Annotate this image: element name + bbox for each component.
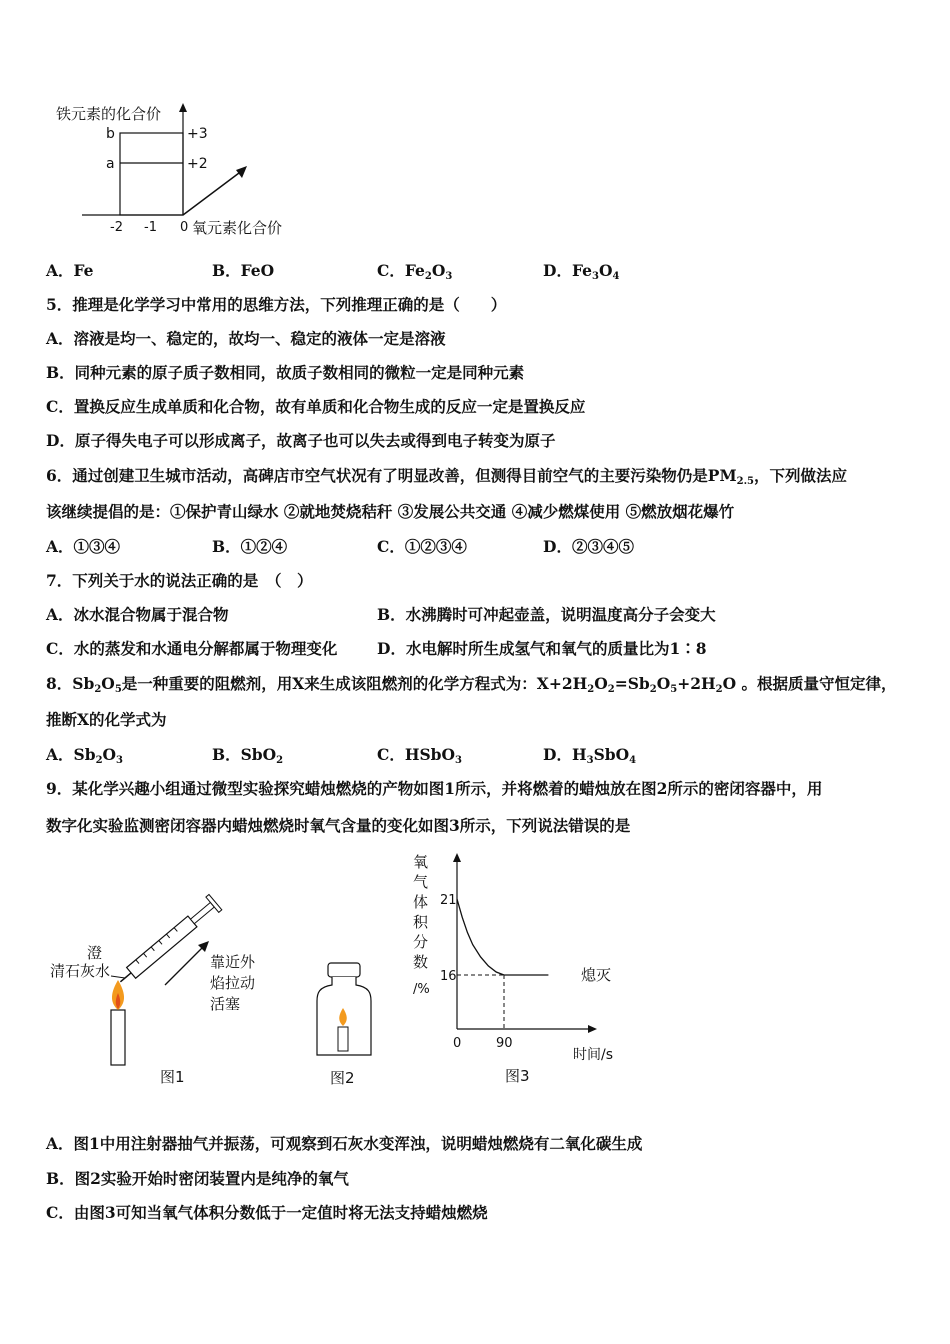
- q9-option-c: C．由图3可知当氧气体积分数低于一定值时将无法支持蜡烛燃烧: [46, 1203, 488, 1222]
- fig3-ylabel-char: 氧: [413, 853, 429, 871]
- figure-3-chart: [405, 845, 645, 1085]
- fig3-ylabel-char: 气: [413, 873, 429, 891]
- fig3-y-arrowhead: [453, 853, 461, 862]
- q8-stem-line2: 推断X的化学式为: [46, 710, 167, 729]
- q6-option-a: A．①③④: [46, 537, 121, 556]
- q8-option-d: D．$H_3SbO_4$: [543, 745, 637, 766]
- q7-option-d: D．水电解时所生成氢气和氧气的质量比为1∶8: [377, 639, 707, 658]
- fig1-caption: 图1: [160, 1068, 185, 1086]
- fig3-x-arrowhead: [588, 1025, 597, 1033]
- q9-option-b: B．图2实验开始时密闭装置内是纯净的氧气: [46, 1169, 349, 1188]
- q5-option-b: B．同种元素的原子质子数相同，故质子数相同的微粒一定是同种元素: [46, 363, 525, 382]
- fig3-x-tick-90: 90: [496, 1036, 513, 1051]
- fig3-ylabel: [413, 853, 429, 971]
- fig3-ylabel-char: 分: [413, 933, 429, 951]
- fig3-note-extinguish: 熄灭: [581, 966, 612, 984]
- q7-option-c: C．水的蒸发和水通电分解都属于物理变化: [46, 639, 338, 658]
- q4-option-c: C．$Fe_2O_3$: [377, 261, 453, 282]
- fig3-y-unit: /%: [413, 982, 430, 997]
- q8-stem-line1: 8．$Sb_2O_5$是一种重要的阻燃剂，用X来生成该阻燃剂的化学方程式为：$X+2H_2O_2=Sb_2O_5+2H_2O$ 。根据质量守恒定律，: [46, 674, 897, 695]
- valence-plus3-label: +3: [187, 126, 208, 142]
- q4-option-b: B．FeO: [212, 261, 275, 280]
- q5-stem: 5．推理是化学学习中常用的思维方法，下列推理正确的是（ ）: [46, 295, 507, 314]
- valence-diagonal-arrow: [183, 170, 243, 215]
- q6-option-d: D．②③④⑤: [543, 537, 634, 556]
- valence-b-label: b: [106, 126, 115, 142]
- valence-x-label: 氧元素化合价: [192, 219, 283, 237]
- fig3-y-tick-16: 16: [440, 969, 457, 984]
- q7-option-a: A．冰水混合物属于混合物: [46, 605, 229, 624]
- fig2-candle: [338, 1027, 348, 1051]
- fig1-pull-arrow: [165, 945, 205, 985]
- valence-box: [120, 133, 183, 215]
- fig1-candle: [111, 1010, 125, 1065]
- q8-option-a: A．$Sb_2O_3$: [46, 745, 124, 766]
- q9-option-a: A．图1中用注射器抽气并振荡，可观察到石灰水变浑浊，说明蜡烛燃烧有二氧化碳生成: [46, 1134, 643, 1153]
- fig1-label-cheng: 澄: [87, 944, 103, 962]
- fig1-syringe: [114, 894, 222, 989]
- fig3-y-tick-21: 21: [440, 893, 457, 908]
- q7-option-b: B．水沸腾时可冲起壶盖，说明温度高分子会变大: [377, 605, 716, 624]
- valence-plus2-label: +2: [187, 156, 208, 172]
- fig2-cap: [328, 963, 360, 977]
- fig3-ylabel-char: 体: [413, 893, 429, 911]
- fig1-label-piston: 活塞: [210, 995, 241, 1013]
- figure-1: [45, 850, 285, 1090]
- fig2-caption: 图2: [330, 1069, 355, 1087]
- q6-stem-line1: 6．通过创建卫生城市活动，高碑店市空气状况有了明显改善，但测得目前空气的主要污染物仍是$PM_{2.5}$，下列做法应: [46, 466, 848, 487]
- q8-option-c: C．HSbO$_3$: [377, 745, 462, 766]
- fig3-oxygen-curve: [457, 899, 548, 975]
- valence-y-label: 铁元素的化合价: [56, 105, 162, 123]
- fig1-label-limewater: 清石灰水: [50, 962, 111, 980]
- q4-option-a: A．Fe: [46, 261, 94, 280]
- q6-stem-line2: 该继续提倡的是：①保护青山绿水 ②就地焚烧秸秆 ③发展公共交通 ④减少燃煤使用 ⑤燃放烟花爆竹: [46, 502, 735, 521]
- valence-x-zero: 0: [180, 220, 189, 235]
- q8-option-b: B．SbO$_2$: [212, 745, 284, 766]
- q6-option-c: C．①②③④: [377, 537, 467, 556]
- fig1-label-leader: [111, 976, 125, 978]
- fig1-label-near: 靠近外: [210, 953, 256, 971]
- valence-diagonal-arrowhead: [236, 166, 247, 178]
- q5-option-c: C．置换反应生成单质和化合物，故有单质和化合物生成的反应一定是置换反应: [46, 397, 586, 416]
- q7-stem: 7．下列关于水的说法正确的是 （ ）: [46, 571, 313, 590]
- q6-option-b: B．①②④: [212, 537, 288, 556]
- q5-option-a: A．溶液是均一、稳定的，故均一、稳定的液体一定是溶液: [46, 329, 446, 348]
- fig3-ylabel-char: 积: [413, 913, 429, 931]
- fig1-label-flame: 焰拉动: [210, 974, 256, 992]
- fig3-ylabel-char: 数: [413, 953, 429, 971]
- fig3-x-label: 时间/s: [573, 1047, 614, 1063]
- figure-2: [305, 955, 395, 1095]
- valence-y-arrow: [179, 103, 187, 112]
- fig3-caption: 图3: [505, 1067, 530, 1085]
- valence-x-minus1: -1: [144, 220, 157, 235]
- q9-stem-line1: 9．某化学兴趣小组通过微型实验探究蜡烛燃烧的产物如图1所示，并将燃着的蜡烛放在图2所示的密闭容器中，用: [46, 779, 823, 798]
- q9-stem-line2: 数字化实验监测密闭容器内蜡烛燃烧时氧气含量的变化如图3所示，下列说法错误的是: [46, 816, 631, 835]
- fig3-x-tick-0: 0: [453, 1036, 462, 1051]
- q4-option-d: D．$Fe_3O_4$: [543, 261, 620, 282]
- valence-x-minus2: -2: [110, 220, 123, 235]
- q5-option-d: D．原子得失电子可以形成离子，故离子也可以失去或得到电子转变为原子: [46, 431, 556, 450]
- valence-a-label: a: [106, 156, 115, 172]
- valence-figure: [40, 95, 370, 245]
